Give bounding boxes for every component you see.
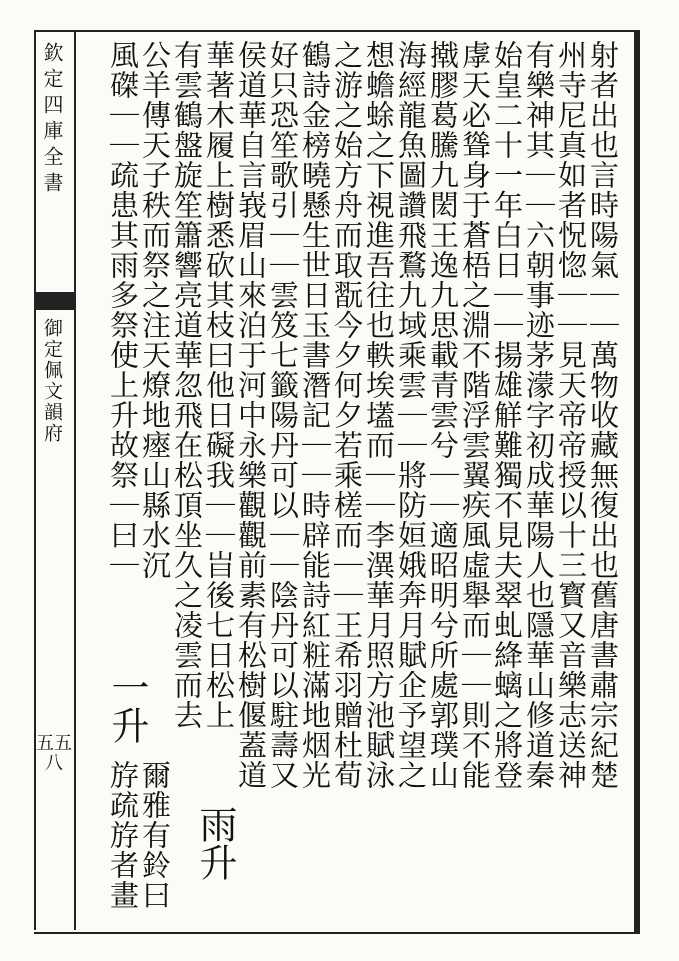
headword-rain-rise: 雨升 — [193, 805, 237, 881]
frame-rule-gutter — [74, 30, 76, 930]
text-column-9: 之游之始方舟而取翫今夕何夕若乘槎而｜｜王希羽贈杜荀 — [330, 40, 364, 790]
headword-one-rise: 一升 — [105, 668, 149, 744]
margin-title: 欽定四庫全書 — [40, 42, 64, 198]
text-column-12: 侯道華自言峩眉山來泊于河中永樂觀觀前素有松樹偃蓋道 — [234, 40, 268, 790]
page-number: 五五八 — [36, 733, 72, 774]
fish-tail-mark — [34, 292, 74, 310]
frame-rule-left — [34, 30, 36, 930]
text-column-2: 州寺尼真如者怳惚｜｜見天帝帝授以十三寳又音樂志送神 — [554, 40, 588, 790]
text-column-3: 有樂神其｜｜六朝事迹茅濛字初成華陽人也隱華山修道秦 — [522, 40, 556, 790]
text-column-4: 始皇二十一年白日｜｜揚雄觧難獨不見夫翠虬絳螭之將登 — [490, 40, 524, 790]
text-column-16: 風磔｜｜疏患其雨多祭使上升故祭｜曰｜ — [106, 40, 140, 580]
text-column-1: 射者出也言時陽氣｜｜萬物收藏無復出也舊唐書肅宗紀楚 — [586, 40, 620, 790]
text-column-5: 虖天必聳身于蒼梧之淵不階浮雲翼疾風虛舉而｜｜則不能 — [458, 40, 492, 790]
text-column-14: 有雲鶴盤旋笙簫響亮道華忽飛在松頂坐久之凌雲而去 — [170, 40, 204, 730]
text-column-11: 好只恐笙歌引｜｜雲笈七籤陽丹可以｜｜陰丹可以駐壽又 — [266, 40, 300, 790]
text-column-6: 撠膠葛騰九閎王逸九思載青雲兮｜｜適昭明兮所處郭璞山 — [426, 40, 460, 790]
text-column-8: 想蟾蜍之下視進吾往也軼埃壒而｜｜李潩華月照方池賦泳 — [362, 40, 396, 790]
tail-note-2: 斿疏斿者畫 — [106, 760, 140, 910]
text-column-7: 海經龍魚圖讚飛鶩九域乘雲｜｜將防姮娥奔月賦企予望之 — [394, 40, 428, 790]
tail-note-1: 爾雅有鈴曰 — [138, 760, 172, 910]
text-column-15: 公羊傳天子秩而祭之注天燎地瘞山縣水沉 — [138, 40, 172, 580]
text-column-10: 鶴詩金榜曉懸生世日玉書潛記｜｜時辟能詩紅粧滿地烟光 — [298, 40, 332, 790]
margin-book-title: 御定佩文韻府 — [41, 318, 63, 444]
text-column-13: 華著木履上樹悉砍其枝曰他日礙我｜｜㞱後七日松上 — [202, 40, 236, 730]
